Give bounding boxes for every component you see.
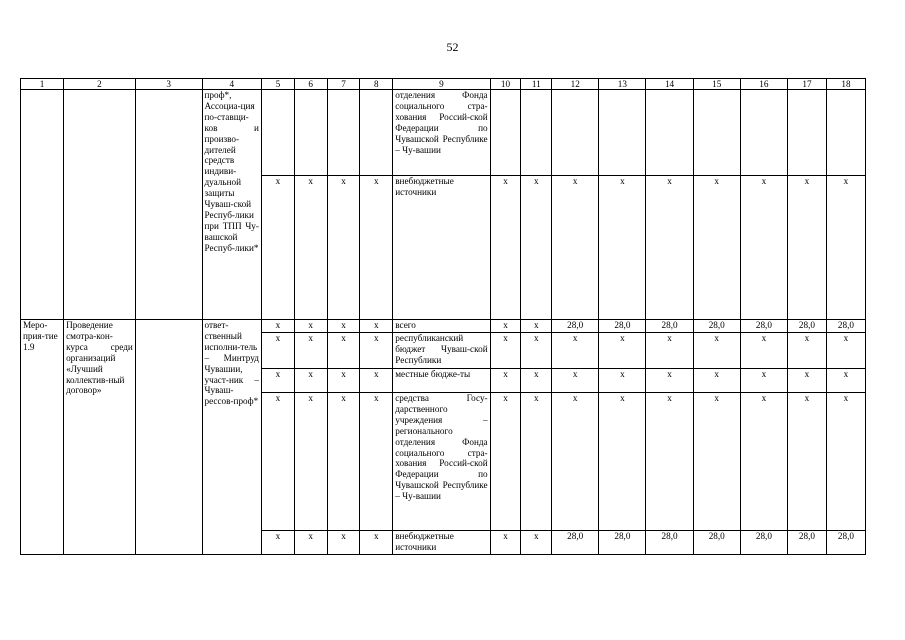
table-cell: 28,0 <box>646 531 693 555</box>
funding-source: отделения Фонда социального стра-хования Россий-ской Федерации по Чувашской Республике – Чу-вашии <box>393 90 490 176</box>
column-header: 9 <box>393 79 490 90</box>
table-cell: х <box>599 369 646 393</box>
table-cell: 28,0 <box>552 531 599 555</box>
table-cell <box>646 90 693 176</box>
table-cell: 28,0 <box>552 320 599 333</box>
funding-source: всего <box>393 320 490 333</box>
table-cell: х <box>261 369 294 393</box>
table-cell: х <box>599 393 646 531</box>
table-cell: х <box>693 393 740 531</box>
table-cell: х <box>360 176 393 320</box>
table-cell: х <box>521 531 552 555</box>
table-cell: х <box>490 320 521 333</box>
table-cell: х <box>826 333 865 369</box>
table-cell: х <box>261 333 294 369</box>
measure-number: Меро-прия-тие 1.9 <box>21 320 64 555</box>
measure-title: Проведение смотра-кон-курса среди организаций «Лучший коллектив-ный договор» <box>64 320 136 555</box>
table-cell: х <box>826 393 865 531</box>
column-header: 5 <box>261 79 294 90</box>
table-cell: х <box>327 333 360 369</box>
table-row <box>21 90 866 176</box>
table-cell <box>294 90 327 176</box>
table-cell: 28,0 <box>740 320 787 333</box>
table-cell: х <box>552 393 599 531</box>
table-cell: х <box>360 320 393 333</box>
table-cell: х <box>826 176 865 320</box>
column-header: 10 <box>490 79 521 90</box>
table-cell <box>826 90 865 176</box>
column-header: 15 <box>693 79 740 90</box>
table-cell: х <box>261 531 294 555</box>
funding-source: внебюджетные источники <box>393 531 490 555</box>
table-cell: х <box>294 369 327 393</box>
table-cell: х <box>552 333 599 369</box>
table-cell: х <box>521 369 552 393</box>
table-cell: х <box>490 393 521 531</box>
table-cell: х <box>646 393 693 531</box>
column-header: 8 <box>360 79 393 90</box>
table-cell: х <box>294 320 327 333</box>
table-cell: х <box>490 531 521 555</box>
table-cell: х <box>294 531 327 555</box>
measure-executors: ответ-ственный исполни-тель – Минтруд Чувашии, участ-ник – Чуваш-рессов-проф* <box>202 320 261 555</box>
table-cell: х <box>327 393 360 531</box>
cell-participants: проф*, Ассоциа-ция по-ставщи-ков и произво-дителей средств индиви-дуальной защиты Чуваш-ской Респуб-лики при ТПП Чу-вашской Респуб-лики* <box>202 90 261 320</box>
funding-source: средства Госу-дарственного учреждения – регионального отделения Фонда социального стра-хования Россий-ской Федерации по Чувашской Республике – Чу-вашии <box>393 393 490 531</box>
table-cell: х <box>360 333 393 369</box>
table-cell <box>490 90 521 176</box>
table-cell: х <box>261 320 294 333</box>
table-cell: х <box>261 393 294 531</box>
cell-col3 <box>135 90 202 320</box>
table-cell <box>740 90 787 176</box>
table-cell: 28,0 <box>740 531 787 555</box>
funding-source: местные бюдже-ты <box>393 369 490 393</box>
column-header: 17 <box>787 79 826 90</box>
table-cell: х <box>740 176 787 320</box>
table-cell <box>599 90 646 176</box>
table-cell: х <box>294 393 327 531</box>
cell-col3 <box>135 320 202 555</box>
table-cell: х <box>552 176 599 320</box>
table-cell: х <box>294 176 327 320</box>
column-number-row <box>21 79 866 90</box>
table-cell <box>693 90 740 176</box>
table-cell: х <box>327 176 360 320</box>
table-cell: х <box>826 369 865 393</box>
table-cell: х <box>693 176 740 320</box>
table-cell: 28,0 <box>693 320 740 333</box>
column-header: 2 <box>64 79 136 90</box>
table-cell: х <box>261 176 294 320</box>
table-cell: х <box>521 333 552 369</box>
column-header: 1 <box>21 79 64 90</box>
table-cell: х <box>787 333 826 369</box>
table-cell: х <box>360 393 393 531</box>
table-cell: х <box>646 176 693 320</box>
column-header: 12 <box>552 79 599 90</box>
table-cell: х <box>740 369 787 393</box>
table-cell <box>521 90 552 176</box>
funding-source: республиканский бюджет Чуваш-ской Республики <box>393 333 490 369</box>
table-cell: х <box>327 369 360 393</box>
table-cell: х <box>787 393 826 531</box>
table-cell: х <box>327 531 360 555</box>
table-cell: х <box>599 176 646 320</box>
table-cell: 28,0 <box>693 531 740 555</box>
table-cell: х <box>521 176 552 320</box>
column-header: 16 <box>740 79 787 90</box>
table-cell: х <box>787 369 826 393</box>
column-header: 11 <box>521 79 552 90</box>
table-cell: х <box>360 531 393 555</box>
table-cell: 28,0 <box>787 531 826 555</box>
column-header: 4 <box>202 79 261 90</box>
column-header: 3 <box>135 79 202 90</box>
table-cell: 28,0 <box>826 531 865 555</box>
table-cell: х <box>599 333 646 369</box>
table-cell: х <box>740 333 787 369</box>
table-cell: х <box>490 176 521 320</box>
table-cell: х <box>646 333 693 369</box>
table-cell <box>261 90 294 176</box>
column-header: 18 <box>826 79 865 90</box>
column-header: 13 <box>599 79 646 90</box>
funding-table <box>20 78 866 555</box>
column-header: 14 <box>646 79 693 90</box>
table-cell: х <box>521 393 552 531</box>
table-cell: х <box>646 369 693 393</box>
column-header: 7 <box>327 79 360 90</box>
page-number: 52 <box>446 40 459 54</box>
table-cell: х <box>360 369 393 393</box>
cell-col1 <box>21 90 64 320</box>
table-cell: 28,0 <box>599 531 646 555</box>
table-cell: х <box>490 333 521 369</box>
table-cell: 28,0 <box>646 320 693 333</box>
table-cell: х <box>294 333 327 369</box>
table-cell: 28,0 <box>599 320 646 333</box>
table-cell: х <box>521 320 552 333</box>
table-cell <box>360 90 393 176</box>
funding-source: внебюджетные источники <box>393 176 490 320</box>
column-header: 6 <box>294 79 327 90</box>
table-cell: х <box>740 393 787 531</box>
table-row <box>21 320 866 333</box>
table-cell: 28,0 <box>826 320 865 333</box>
cell-col2 <box>64 90 136 320</box>
table-cell: х <box>787 176 826 320</box>
table-cell: х <box>693 333 740 369</box>
table-cell: 28,0 <box>787 320 826 333</box>
table-cell: х <box>327 320 360 333</box>
table-cell <box>327 90 360 176</box>
table-cell: х <box>693 369 740 393</box>
table-cell <box>787 90 826 176</box>
table-cell: х <box>490 369 521 393</box>
table-cell <box>552 90 599 176</box>
table-cell: х <box>552 369 599 393</box>
